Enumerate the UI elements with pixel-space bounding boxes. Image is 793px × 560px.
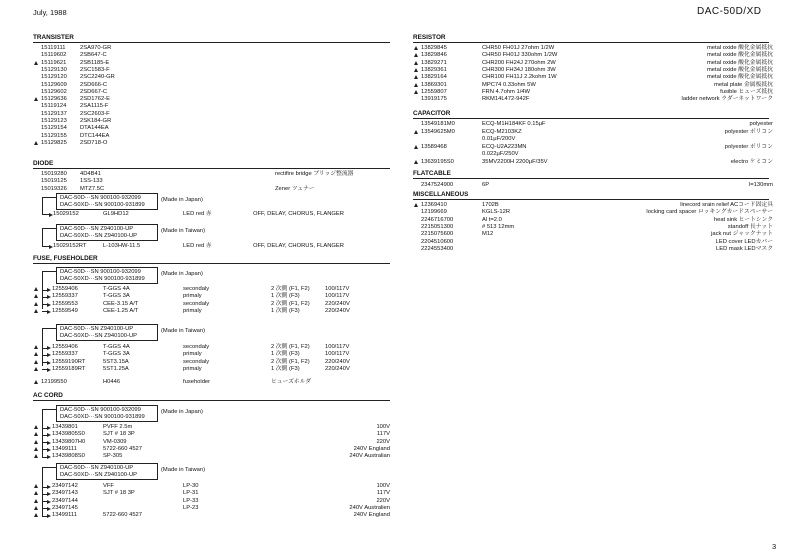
part-description: metal oxide 酸化金属抵抗 <box>706 52 773 59</box>
revision-triangle-icon <box>34 309 38 313</box>
part-description: heat sink ヒートシンク <box>713 216 773 223</box>
part-number: 4D4B41 <box>80 171 101 177</box>
part-code: 12559553 <box>52 300 78 307</box>
revision-triangle-icon <box>34 345 38 349</box>
revision-triangle-icon <box>414 203 418 207</box>
part-code: 12559406 <box>52 286 78 292</box>
part-code: 13549625M0 <box>421 128 455 135</box>
serial-range-box <box>56 463 158 480</box>
part-description: polyester <box>749 121 773 127</box>
bracket-line <box>42 409 56 410</box>
serial-range-line: DAC-50D···SN 900100-932099 <box>60 269 141 275</box>
fuse-side-jp: 1 次側 (F3) <box>271 307 300 314</box>
revision-triangle-icon <box>34 294 38 298</box>
revision-triangle-icon <box>34 360 38 364</box>
part-number: M12 <box>482 231 494 238</box>
page-number: 3 <box>772 542 777 551</box>
fuse-side-jp: 2 次側 (F1, F2) <box>271 358 310 365</box>
fuse-side: secondaly <box>183 344 210 350</box>
arrow-icon <box>47 310 51 314</box>
revision-triangle-icon <box>34 491 38 495</box>
plug-type: LP-33 <box>183 497 199 504</box>
fuse-side-jp: 1 次側 (F3) <box>271 293 300 300</box>
section-diode: DIODE <box>33 160 54 167</box>
part-description: ladder network ラダーネットワーク <box>681 96 773 103</box>
part-code: 15129155 <box>41 132 67 139</box>
serial-range-line: DAC-50D···SN Z940100-UP <box>60 226 134 232</box>
revision-triangle-icon <box>34 484 38 488</box>
voltage: 220/240V <box>325 300 350 307</box>
part-code: 23497145 <box>52 504 78 511</box>
part-number: DTC144EA <box>80 132 110 139</box>
part-description: standoff 長ナット <box>727 223 773 230</box>
part-description: LED cover LEDカバー <box>715 238 773 245</box>
serial-range-line: DAC-50XD···SN 900100-931899 <box>60 414 145 420</box>
bracket-line <box>42 197 56 198</box>
part-number: DTA144EA <box>80 125 109 132</box>
part-number: GL9HD12 <box>103 211 129 217</box>
part-description: polyester ポリコン <box>724 128 773 135</box>
arrow-icon <box>47 346 51 350</box>
arrow-icon <box>47 500 51 504</box>
part-description: locking card spacer ロッキングカードスペーサー <box>646 209 773 216</box>
revision-triangle-icon <box>414 130 418 134</box>
part-code: 12559337 <box>52 351 78 358</box>
fuse-side: secondaly <box>183 358 210 365</box>
arrow-icon <box>47 288 51 292</box>
part-description: metal oxide 酸化金属抵抗 <box>706 74 773 81</box>
part-description: metal oxide 酸化金属抵抗 <box>706 45 773 51</box>
led-function: OFF, DELAY, CHORUS, FLANGER <box>253 243 344 249</box>
part-number: CHR300 FH34J 180ohm 3W <box>482 66 556 73</box>
part-number: 2SD718-O <box>80 139 108 146</box>
voltage: 100V <box>376 424 390 430</box>
voltage: 100/117V <box>325 344 350 350</box>
revision-triangle-icon <box>34 513 38 517</box>
fuse-side-jp: 2 次側 (F1, F2) <box>271 344 310 350</box>
part-number: 2SA970-GR <box>80 45 112 51</box>
revision-triangle-icon <box>34 97 38 101</box>
revision-triangle-icon <box>34 302 38 306</box>
part-code: 12559337 <box>52 293 78 300</box>
part-number: CHR50 FH01J 330ohm 1/2W <box>482 52 558 59</box>
part-code: 13439801 <box>52 424 78 430</box>
part-code: 2215075600 <box>421 231 454 238</box>
part-number: 2SC1583-F <box>80 66 110 73</box>
revision-triangle-icon <box>414 145 418 149</box>
revision-triangle-icon <box>34 432 38 436</box>
part-code: 15119124 <box>41 103 67 110</box>
voltage: 220/240V <box>325 307 350 314</box>
revision-triangle-icon <box>34 287 38 291</box>
part-code: 15019280 <box>41 171 67 177</box>
part-code: 12199669 <box>421 209 447 216</box>
header-model: DAC-50D/XD <box>697 6 762 17</box>
revision-triangle-icon <box>414 160 418 164</box>
voltage: 100/117V <box>325 351 350 358</box>
part-code: 13869301 <box>421 81 447 88</box>
revision-triangle-icon <box>414 46 418 50</box>
revision-triangle-icon <box>34 352 38 356</box>
origin-note: (Made in Japan) <box>161 197 203 203</box>
voltage: 100/117V <box>325 286 350 292</box>
part-number: SJT # 18 3P <box>103 490 135 497</box>
part-number: 2SD667-C <box>80 88 108 95</box>
divider <box>33 42 390 43</box>
revision-triangle-icon <box>34 447 38 451</box>
bracket-line <box>42 228 43 246</box>
arrow-icon <box>47 514 51 518</box>
part-number: CHR200 FH24J 270ohm 2W <box>482 59 556 66</box>
divider <box>413 118 769 119</box>
part-number: 5722-660 4527 <box>103 445 143 452</box>
revision-triangle-icon <box>414 61 418 65</box>
revision-triangle-icon <box>34 506 38 510</box>
part-number: Al t=2.0 <box>482 216 502 223</box>
part-description: l=130mm <box>748 182 773 188</box>
part-number: RKM14L472-942F <box>482 96 530 103</box>
part-number: 2SC2240-GR <box>80 74 115 81</box>
part-code: 15129130 <box>41 66 67 73</box>
divider <box>413 178 769 179</box>
part-code: 12559189RT <box>52 365 86 372</box>
part-number: 5ST3.15A <box>103 358 129 365</box>
fuse-side: secondaly <box>183 286 210 292</box>
voltage: 220/240V <box>325 365 350 372</box>
arrow-icon <box>47 485 51 489</box>
part-number: 2SB1185-E <box>80 59 110 66</box>
part-number: ECQ-M1H184KF 0.15μF <box>482 121 546 127</box>
revision-triangle-icon <box>414 83 418 87</box>
part-number: 2SD1762-E <box>80 96 110 103</box>
part-code: 13499111 <box>52 512 77 519</box>
part-code: 13639195S0 <box>421 158 454 165</box>
part-code: 12199550 <box>41 379 67 385</box>
serial-range-box <box>56 324 158 341</box>
part-number: 2SD666-C <box>80 81 108 88</box>
part-number: 2SA1115-F <box>80 103 109 110</box>
part-description: fusible ヒューズ抵抗 <box>720 88 773 95</box>
voltage: 240V Australian <box>349 453 390 460</box>
part-description: LED red 赤 <box>183 211 212 217</box>
part-number: CEE-1.25 A/T <box>103 307 139 314</box>
part-code: 2224553400 <box>421 245 454 252</box>
part-number: H0446 <box>103 379 121 385</box>
section-flatcable: FLATCABLE <box>413 170 451 177</box>
led-function: OFF, DELAY, CHORUS, FLANGER <box>253 211 344 217</box>
part-code: 13499111 <box>52 445 77 452</box>
part-code: 15019326 <box>41 185 67 192</box>
arrow-icon <box>47 448 51 452</box>
part-description: rectifire bridge ブリッジ整流器 <box>275 171 354 177</box>
origin-note: (Made in Taiwan) <box>161 228 206 234</box>
serial-range-line: DAC-50XD···SN 900100-931899 <box>60 202 145 208</box>
arrow-icon <box>47 426 51 430</box>
part-number: 1SS-133 <box>80 178 103 185</box>
part-code: 13829361 <box>421 66 447 73</box>
part-code: 15129825 <box>41 139 67 146</box>
section-resistor: RESISTOR <box>413 34 446 41</box>
voltage: 100V <box>376 483 390 489</box>
part-number: VM-0309 <box>103 438 127 445</box>
part-number: KGLS-12R <box>482 209 511 216</box>
part-code: 13589468 <box>421 143 447 150</box>
voltage: 240V England <box>353 445 390 452</box>
part-number: # 513 12mm <box>482 223 515 230</box>
part-number: 6P <box>482 182 490 188</box>
voltage: 240V Australien <box>349 504 390 511</box>
bracket-line <box>42 467 43 517</box>
serial-range-line: DAC-50D···SN 900100-932099 <box>60 407 141 413</box>
part-description: linecord srain relief ACコード固定具 <box>680 202 773 208</box>
part-code: 15119621 <box>41 59 67 66</box>
divider <box>33 263 390 264</box>
part-code: 15029152RT <box>53 243 87 249</box>
bracket-line <box>42 467 56 468</box>
arrow-icon <box>47 295 51 299</box>
serial-range-box <box>56 193 158 210</box>
fuse-side: primaly <box>183 351 202 358</box>
part-number: CHR50 FH01J 27ohm 1/2W <box>482 45 555 51</box>
part-description: metal plate 金属板抵抗 <box>714 81 773 88</box>
part-code: 2215051300 <box>421 223 454 230</box>
arrow-icon <box>47 361 51 365</box>
part-code: 13829846 <box>421 52 447 59</box>
part-code: 2246716700 <box>421 216 454 223</box>
serial-range-line: DAC-50D···SN Z940100-UP <box>60 326 134 332</box>
part-code: 23497142 <box>52 483 78 489</box>
part-description: fuseholder <box>183 379 211 385</box>
part-number: MTZ7.5C <box>80 185 105 192</box>
serial-range-line: DAC-50XD···SN Z940100-UP <box>60 233 137 239</box>
divider <box>33 168 390 169</box>
section-transister: TRANSISTER <box>33 34 74 41</box>
divider <box>33 400 390 401</box>
revision-triangle-icon <box>34 141 38 145</box>
part-number: T-GGS 4A <box>103 286 130 292</box>
part-description: LED mask LEDマスク <box>715 245 773 252</box>
fuse-side: primaly <box>183 307 202 314</box>
part-number: MPC74 0.33ohm 5W <box>482 81 536 88</box>
part-code: 12559807 <box>421 88 447 95</box>
part-code: 13439805S0 <box>52 431 85 438</box>
part-code: 13829845 <box>421 45 447 51</box>
fuse-side-jp: 2 次側 (F1, F2) <box>271 300 310 307</box>
origin-note: (Made in Taiwan) <box>161 328 206 334</box>
part-number: PVFF 2.5m <box>103 424 133 430</box>
part-number: CEE-3.15 A/T <box>103 300 139 307</box>
revision-triangle-icon <box>34 425 38 429</box>
part-code: 15119602 <box>41 52 67 59</box>
part-code: 13439807H0 <box>52 438 86 445</box>
revision-triangle-icon <box>34 499 38 503</box>
part-code: 15129137 <box>41 110 67 117</box>
serial-range-line: DAC-50XD···SN 900100-931899 <box>60 276 145 282</box>
part-number: ECQ-M2103KZ <box>482 128 522 135</box>
fuse-side: primaly <box>183 365 202 372</box>
serial-range-line: DAC-50XD···SN Z940100-UP <box>60 472 137 478</box>
voltage: 117V <box>376 490 390 497</box>
part-code: 15119111 <box>41 45 66 51</box>
divider <box>413 42 769 43</box>
revision-triangle-icon <box>414 53 418 57</box>
part-number: 1702B <box>482 202 499 208</box>
bracket-line <box>42 328 56 329</box>
part-number: L-103HW-11.5 <box>103 243 141 249</box>
revision-triangle-icon <box>414 90 418 94</box>
arrow-icon <box>47 441 51 445</box>
part-number: SJT # 18 3P <box>103 431 135 438</box>
fuse-side: primaly <box>183 293 202 300</box>
arrow-icon <box>47 492 51 496</box>
part-number: 2SB647-C <box>80 52 107 59</box>
part-code: 23497143 <box>52 490 78 497</box>
voltage: 117V <box>376 431 390 438</box>
part-number: T-GGS 4A <box>103 344 130 350</box>
part-code: 12559190RT <box>52 358 86 365</box>
revision-triangle-icon <box>414 68 418 72</box>
voltage: 220/240V <box>325 358 350 365</box>
voltage: 240V England <box>353 512 390 519</box>
fuse-side: secondaly <box>183 300 210 307</box>
serial-range-line: DAC-50XD···SN Z940100-UP <box>60 333 137 339</box>
origin-note: (Made in Japan) <box>161 409 203 415</box>
section-misc: MISCELLANEOUS <box>413 191 469 198</box>
bracket-line <box>42 197 43 214</box>
plug-type: LP-30 <box>183 483 199 489</box>
revision-triangle-icon <box>34 61 38 65</box>
section-accord: AC CORD <box>33 392 63 399</box>
part-code: 12559406 <box>52 344 78 350</box>
part-code: 23497144 <box>52 497 78 504</box>
serial-range-line: DAC-50D···SN 900100-932099 <box>60 195 141 201</box>
part-code: 13919175 <box>421 96 447 103</box>
serial-range-box <box>56 405 158 422</box>
revision-triangle-icon <box>34 367 38 371</box>
part-description: polyester ポリコン <box>724 143 773 150</box>
origin-note: (Made in Japan) <box>161 271 203 277</box>
part-number: FRN 4.7ohm 1/4W <box>482 88 530 95</box>
part-code: 15129609 <box>41 81 67 88</box>
section-fuse: FUSE, FUSEHOLDER <box>33 255 98 262</box>
part-description: electro ケミコン <box>730 158 773 165</box>
part-code: 13439808S0 <box>52 453 85 460</box>
part-number: VFF <box>103 483 114 489</box>
arrow-icon <box>47 433 51 437</box>
part-number: ECQ-U2A223MN <box>482 143 527 150</box>
revision-triangle-icon <box>34 454 38 458</box>
header-date: July, 1988 <box>33 8 67 17</box>
part-description: LED red 赤 <box>183 243 212 249</box>
part-code: 15129154 <box>41 125 67 132</box>
fuse-side-jp: 2 次側 (F1, F2) <box>271 286 310 292</box>
part-number: T-GGS 3A <box>103 293 130 300</box>
arrow-icon <box>47 455 51 459</box>
part-code: 12369410 <box>421 202 447 208</box>
voltage: 100/117V <box>325 293 350 300</box>
part-number: 2SC2603-F <box>80 110 110 117</box>
part-code: 15019125 <box>41 178 67 185</box>
part-code: 15129120 <box>41 74 67 81</box>
arrow-icon <box>47 353 51 357</box>
part-code: 12559549 <box>52 307 78 314</box>
part-description: jack nut ジャックナット <box>711 231 773 238</box>
part-code: 13829271 <box>421 59 447 66</box>
part-description: metal oxide 酸化金属抵抗 <box>706 59 773 66</box>
part-number: 0.01μF/200V <box>482 136 516 142</box>
part-description: metal oxide 酸化金属抵抗 <box>706 66 773 73</box>
part-code: 15129602 <box>41 88 67 95</box>
fuse-side-jp: 1 次側 (F3) <box>271 365 300 372</box>
part-code: 15129123 <box>41 118 67 124</box>
serial-range-box <box>56 267 158 284</box>
part-number: T-GGS 3A <box>103 351 130 358</box>
part-code: 15029152 <box>53 211 79 217</box>
arrow-icon <box>47 368 51 372</box>
arrow-icon <box>47 507 51 511</box>
origin-note: (Made in Taiwan) <box>161 467 206 473</box>
bracket-line <box>42 228 56 229</box>
part-description: Zener ツェナー <box>275 185 315 192</box>
revision-triangle-icon <box>414 75 418 79</box>
voltage: 220V <box>376 497 390 504</box>
divider <box>413 199 769 200</box>
revision-triangle-icon <box>34 380 38 384</box>
part-number: SP-305 <box>103 453 123 460</box>
part-code: 2347524900 <box>421 182 454 188</box>
part-number: CHR100 FH11J 2.2kohm 1W <box>482 74 557 81</box>
part-code: 13549181M0 <box>421 121 455 127</box>
serial-range-box <box>56 224 158 241</box>
part-code: 13829164 <box>421 74 447 81</box>
revision-triangle-icon <box>34 440 38 444</box>
voltage: 220V <box>376 438 390 445</box>
part-number: 5ST1.25A <box>103 365 129 372</box>
section-capacitor: CAPACITOR <box>413 110 451 117</box>
part-number: 2SK184-GR <box>80 118 112 124</box>
fuse-side-jp: 1 次側 (F3) <box>271 351 300 358</box>
part-description-jp: ヒューズホルダ <box>271 379 312 385</box>
plug-type: LP-31 <box>183 490 199 497</box>
part-number: 35MV2200H 2200μF/35V <box>482 158 548 165</box>
plug-type: LP-23 <box>183 504 199 511</box>
part-code: 2204510600 <box>421 238 454 245</box>
part-code: 15129636 <box>41 96 67 103</box>
part-number: 0.022μF/250V <box>482 151 519 157</box>
part-number: 5722-660 4527 <box>103 512 143 519</box>
serial-range-line: DAC-50D···SN Z940100-UP <box>60 465 134 471</box>
bracket-line <box>42 271 56 272</box>
arrow-icon <box>47 303 51 307</box>
